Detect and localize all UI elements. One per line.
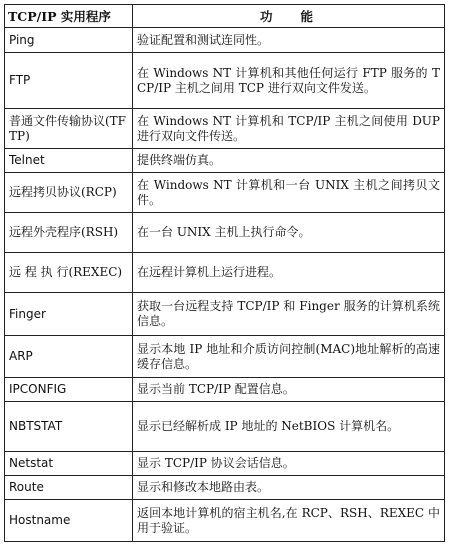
program-cell: NBTSTAT	[5, 402, 133, 452]
function-cell: 显示和修改本地路由表。	[133, 476, 445, 500]
function-cell: 显示 TCP/IP 协议会话信息。	[133, 452, 445, 476]
program-cell: FTP	[5, 53, 133, 109]
table-row	[5, 253, 445, 293]
function-cell: 显示当前 TCP/IP 配置信息。	[133, 378, 445, 402]
function-cell: 显示已经解析成 IP 地址的 NetBIOS 计算机名。	[133, 402, 445, 452]
function-cell: 在 Windows NT 计算机和 TCP/IP 主机之间使用 DUP 进行双向文件传送。	[133, 109, 445, 149]
table-row	[5, 53, 445, 109]
program-cell: IPCONFIG	[5, 378, 133, 402]
table-row	[5, 109, 445, 149]
table-row	[5, 476, 445, 500]
header-program: TCP/IP 实用程序	[5, 5, 133, 28]
table-row	[5, 378, 445, 402]
function-cell: 在远程计算机上运行进程。	[133, 253, 445, 293]
function-cell: 显示本地 IP 地址和介质访问控制(MAC)地址解析的高速缓存信息。	[133, 336, 445, 378]
table-row	[5, 452, 445, 476]
program-cell: 远程拷贝协议(RCP)	[5, 173, 133, 213]
program-cell: Netstat	[5, 452, 133, 476]
program-cell: Hostname	[5, 500, 133, 542]
function-cell: 在一台 UNIX 主机上执行命令。	[133, 213, 445, 253]
table-row	[5, 336, 445, 378]
function-cell: 在 Windows NT 计算机和其他任何运行 FTP 服务的 TCP/IP 主机之间用 TCP 进行双向文件发送。	[133, 53, 445, 109]
function-cell: 返回本地计算机的宿主机名,在 RCP、RSH、REXEC 中用于验证。	[133, 500, 445, 542]
table-header-row	[5, 5, 445, 28]
program-cell: 远 程 执 行(REXEC)	[5, 253, 133, 293]
program-cell: 普通文件传输协议(TFTP)	[5, 109, 133, 149]
table-row	[5, 402, 445, 452]
table-row	[5, 149, 445, 173]
program-cell: Finger	[5, 293, 133, 336]
table-row	[5, 500, 445, 542]
table-row	[5, 28, 445, 53]
table-row	[5, 213, 445, 253]
table-row	[5, 173, 445, 213]
function-cell: 验证配置和测试连同性。	[133, 28, 445, 53]
header-function: 功能	[133, 5, 445, 28]
program-cell: ARP	[5, 336, 133, 378]
function-cell: 获取一台远程支持 TCP/IP 和 Finger 服务的计算机系统信息。	[133, 293, 445, 336]
program-cell: 远程外壳程序(RSH)	[5, 213, 133, 253]
table-row	[5, 293, 445, 336]
function-cell: 在 Windows NT 计算机和一台 UNIX 主机之间拷贝文件。	[133, 173, 445, 213]
function-cell: 提供终端仿真。	[133, 149, 445, 173]
program-cell: Telnet	[5, 149, 133, 173]
tcpip-utilities-table	[4, 4, 445, 542]
program-cell: Route	[5, 476, 133, 500]
program-cell: Ping	[5, 28, 133, 53]
